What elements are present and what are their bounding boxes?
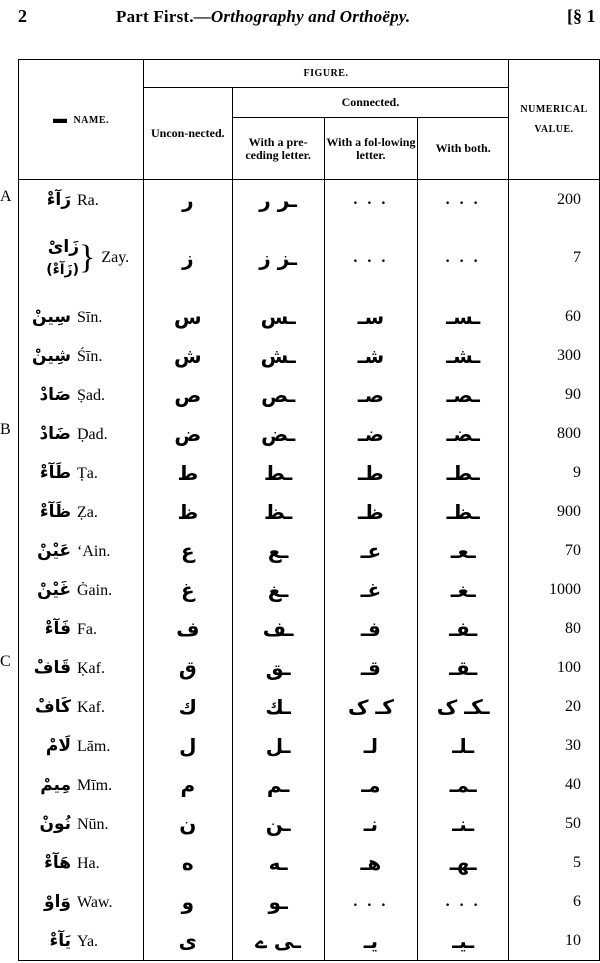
- letter-name-cell: [19, 570, 144, 609]
- form-both: . . .: [418, 180, 509, 220]
- numerical-value: 7: [509, 219, 600, 297]
- form-both: ـغـ: [418, 570, 509, 609]
- letter-name-arabic: رَآءْ: [46, 189, 71, 210]
- form-both: ـسـ: [418, 297, 509, 336]
- letter-name-arabic: مِيمْ: [40, 774, 71, 795]
- form-following: . . .: [324, 882, 418, 921]
- letter-name-cell: [19, 375, 144, 414]
- letter-name-transliteration: Mīm.: [77, 776, 113, 794]
- letter-name-cell: [19, 297, 144, 336]
- form-both: ـقـ: [418, 648, 509, 687]
- form-preceding: ـك: [232, 687, 324, 726]
- form-both: ـصـ: [418, 375, 509, 414]
- table-row: [19, 687, 600, 726]
- form-preceding: ـم: [232, 765, 324, 804]
- letter-name-arabic: فَآءْ: [44, 618, 71, 639]
- table-row: [19, 180, 600, 220]
- letter-name-cell: [19, 180, 144, 220]
- form-unconnected: ك: [143, 687, 232, 726]
- letter-name-arabic: زَایْ: [47, 236, 79, 257]
- column-header-following: With a fol-lowing letter.: [324, 118, 418, 180]
- letter-name-arabic: هَآءْ: [44, 852, 71, 873]
- alphabet-table: [18, 59, 600, 961]
- form-both: ـهـ: [418, 843, 509, 882]
- form-both: . . .: [418, 219, 509, 297]
- form-following: صـ: [324, 375, 418, 414]
- table-row: [19, 336, 600, 375]
- letter-name-cell: [19, 765, 144, 804]
- form-both: ـمـ: [418, 765, 509, 804]
- numerical-value: 20: [509, 687, 600, 726]
- table-row: [19, 765, 600, 804]
- letter-name-cell: [19, 921, 144, 961]
- table-row: [19, 531, 600, 570]
- running-title: [116, 7, 410, 27]
- form-following: سـ: [324, 297, 418, 336]
- numerical-value: 30: [509, 726, 600, 765]
- form-both: ـيـ: [418, 921, 509, 961]
- form-unconnected: ق: [143, 648, 232, 687]
- form-following: فـ: [324, 609, 418, 648]
- form-following: نـ: [324, 804, 418, 843]
- letter-name-transliteration: Waw.: [77, 893, 113, 911]
- numerical-value: 900: [509, 492, 600, 531]
- table-row: [19, 804, 600, 843]
- letter-name-transliteration: Sīn.: [77, 308, 103, 326]
- table-row: [19, 297, 600, 336]
- running-title-part: Part First.: [116, 7, 194, 26]
- letter-name-transliteration: Nūn.: [77, 815, 109, 833]
- letter-name-cell: [19, 336, 144, 375]
- table-row: [19, 882, 600, 921]
- numerical-value: 70: [509, 531, 600, 570]
- brace-icon: }: [79, 239, 96, 276]
- form-preceding: ـز ز: [232, 219, 324, 297]
- form-following: لـ: [324, 726, 418, 765]
- form-following: هـ: [324, 843, 418, 882]
- margin-letter-b: B: [0, 421, 11, 438]
- numerical-value: 40: [509, 765, 600, 804]
- form-unconnected: ش: [143, 336, 232, 375]
- form-unconnected: و: [143, 882, 232, 921]
- letter-name-transliteration: Fa.: [77, 620, 97, 638]
- numerical-value: 1000: [509, 570, 600, 609]
- column-header-name: ▬ NAME.: [19, 60, 144, 180]
- form-preceding: ـش: [232, 336, 324, 375]
- form-unconnected: ض: [143, 414, 232, 453]
- numerical-value: 50: [509, 804, 600, 843]
- form-both: ـضـ: [418, 414, 509, 453]
- letter-name-cell: [19, 726, 144, 765]
- table-row: [19, 570, 600, 609]
- numerical-value: 6: [509, 882, 600, 921]
- letter-name-cell: [19, 648, 144, 687]
- form-unconnected: ز: [143, 219, 232, 297]
- form-unconnected: م: [143, 765, 232, 804]
- table-row: [19, 453, 600, 492]
- letter-name-arabic: عَيْنْ: [37, 540, 71, 561]
- form-preceding: ـع: [232, 531, 324, 570]
- letter-name-transliteration: Lām.: [77, 737, 111, 755]
- letter-name-arabic: طَآءْ: [39, 462, 71, 483]
- form-both: . . .: [418, 882, 509, 921]
- margin-letter-c: C: [0, 653, 11, 670]
- form-following: قـ: [324, 648, 418, 687]
- column-header-unconnected: Uncon-nected.: [143, 88, 232, 180]
- letter-name-transliteration: Ẓa.: [77, 503, 98, 521]
- running-title-subject: —Orthography and Orthoëpy.: [193, 7, 411, 26]
- letter-name-cell: [19, 687, 144, 726]
- table-row: [19, 219, 600, 297]
- form-unconnected: ظ: [143, 492, 232, 531]
- form-unconnected: ص: [143, 375, 232, 414]
- form-preceding: ـق: [232, 648, 324, 687]
- form-following: مـ: [324, 765, 418, 804]
- letter-name-cell: [19, 492, 144, 531]
- letter-name-arabic: لَامْ: [45, 735, 71, 756]
- table-row: [19, 414, 600, 453]
- form-following: . . .: [324, 180, 418, 220]
- letter-name-arabic: غَيْنْ: [37, 579, 71, 600]
- form-preceding: ـو: [232, 882, 324, 921]
- column-header-connected: Connected.: [232, 88, 508, 118]
- form-preceding: ـط: [232, 453, 324, 492]
- form-both: ـعـ: [418, 531, 509, 570]
- form-unconnected: ف: [143, 609, 232, 648]
- table-row: [19, 375, 600, 414]
- form-following: ظـ: [324, 492, 418, 531]
- letter-name-transliteration: Ya.: [77, 932, 99, 950]
- form-following: شـ: [324, 336, 418, 375]
- letter-name-transliteration: Ġain.: [77, 581, 113, 599]
- letter-name-cell: [19, 882, 144, 921]
- section-marker: [§ 1: [567, 6, 596, 26]
- numerical-value: 90: [509, 375, 600, 414]
- letter-name-cell: [19, 609, 144, 648]
- form-preceding: ـغ: [232, 570, 324, 609]
- letter-name-transliteration: Kaf.: [77, 698, 105, 716]
- letter-name-arabic: نُونْ: [39, 813, 71, 834]
- form-unconnected: س: [143, 297, 232, 336]
- form-preceding: ـل: [232, 726, 324, 765]
- letter-name-arabic-variant: (زَآءْ): [46, 261, 79, 278]
- table-row: [19, 726, 600, 765]
- letter-name-transliteration: Ra.: [77, 191, 99, 209]
- form-unconnected: ر: [143, 180, 232, 220]
- letter-name-arabic: قَافْ: [33, 657, 71, 678]
- form-both: ـنـ: [418, 804, 509, 843]
- numerical-value: 9: [509, 453, 600, 492]
- letter-name-transliteration: Ṣad.: [77, 386, 105, 404]
- column-header-numerical-value: NUMERICAL VALUE.: [509, 60, 600, 180]
- letter-name-arabic: يَآءْ: [49, 930, 71, 951]
- form-preceding: ـى ے: [232, 921, 324, 961]
- letter-name-cell: [19, 219, 144, 297]
- form-following: عـ: [324, 531, 418, 570]
- letter-name-arabic: شِينْ: [32, 345, 71, 366]
- table-row: [19, 492, 600, 531]
- form-both: ـفـ: [418, 609, 509, 648]
- form-both: ـكـ ک: [418, 687, 509, 726]
- form-preceding: ـس: [232, 297, 324, 336]
- form-following: طـ: [324, 453, 418, 492]
- numerical-value: 200: [509, 180, 600, 220]
- letter-name-arabic: ظَآءْ: [39, 501, 71, 522]
- letter-name-cell: [19, 414, 144, 453]
- numerical-value: 300: [509, 336, 600, 375]
- column-header-figure: FIGURE.: [143, 60, 508, 88]
- page-number: 2: [18, 6, 27, 26]
- letter-name-arabic: كَافْ: [34, 696, 71, 717]
- table-row: [19, 609, 600, 648]
- form-unconnected: غ: [143, 570, 232, 609]
- letter-name-cell: [19, 843, 144, 882]
- letter-name-transliteration: ‘Ain.: [77, 542, 111, 560]
- form-preceding: ـر ر: [232, 180, 324, 220]
- numerical-value: 80: [509, 609, 600, 648]
- letter-name-arabic: سِينْ: [32, 306, 71, 327]
- form-preceding: ـف: [232, 609, 324, 648]
- letter-name-transliteration: Ha.: [77, 854, 100, 872]
- numerical-value: 800: [509, 414, 600, 453]
- numerical-value: 5: [509, 843, 600, 882]
- table-row: [19, 648, 600, 687]
- form-preceding: ـص: [232, 375, 324, 414]
- form-following: يـ: [324, 921, 418, 961]
- form-unconnected: ع: [143, 531, 232, 570]
- letter-name-transliteration: Zay.: [101, 248, 130, 266]
- numerical-value: 100: [509, 648, 600, 687]
- letter-name-arabic: وَاوْ: [44, 891, 71, 912]
- form-preceding: ـن: [232, 804, 324, 843]
- letter-name-cell: [19, 804, 144, 843]
- numerical-value: 60: [509, 297, 600, 336]
- letter-name-transliteration: Ṭa.: [77, 464, 98, 482]
- letter-name-transliteration: Śīn.: [77, 347, 103, 365]
- form-unconnected: ط: [143, 453, 232, 492]
- form-both: ـشـ: [418, 336, 509, 375]
- numerical-value: 10: [509, 921, 600, 961]
- form-unconnected: ه: [143, 843, 232, 882]
- letter-name-arabic: ضَادْ: [39, 423, 71, 444]
- form-unconnected: ل: [143, 726, 232, 765]
- margin-letter-a: A: [0, 188, 12, 205]
- form-following: ضـ: [324, 414, 418, 453]
- table-row: [19, 921, 600, 961]
- form-unconnected: ن: [143, 804, 232, 843]
- letter-name-arabic: صَادْ: [39, 384, 71, 405]
- letter-name-transliteration: Ḍad.: [77, 425, 108, 443]
- form-both: ـلـ: [418, 726, 509, 765]
- form-both: ـطـ: [418, 453, 509, 492]
- column-header-both: With both.: [418, 118, 509, 180]
- letter-name-transliteration: Ḳaf.: [77, 659, 105, 677]
- running-header: [0, 6, 600, 30]
- form-both: ـظـ: [418, 492, 509, 531]
- form-unconnected: ى: [143, 921, 232, 961]
- form-preceding: ـه: [232, 843, 324, 882]
- form-preceding: ـض: [232, 414, 324, 453]
- form-following: كـ ک: [324, 687, 418, 726]
- form-following: . . .: [324, 219, 418, 297]
- table-row: [19, 843, 600, 882]
- column-header-preceding: With a pre-ceding letter.: [232, 118, 324, 180]
- form-following: غـ: [324, 570, 418, 609]
- letter-name-cell: [19, 453, 144, 492]
- form-preceding: ـظ: [232, 492, 324, 531]
- letter-name-cell: [19, 531, 144, 570]
